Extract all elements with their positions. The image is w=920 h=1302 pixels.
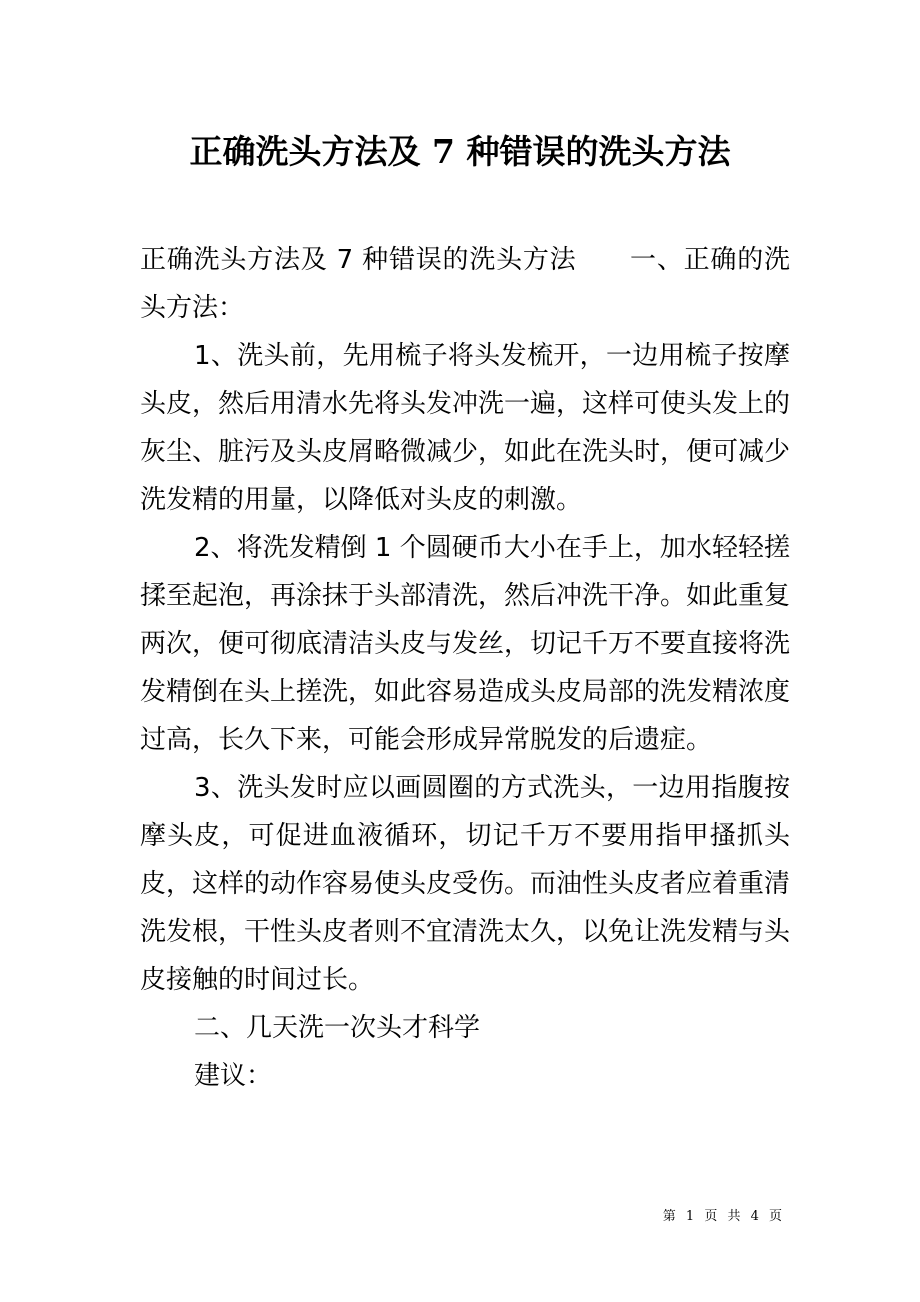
suggestion-label: 建议：: [194, 1061, 273, 1091]
step-3-paragraph: 3、洗头发时应以画圆圈的方式洗头，一边用指腹按摩头皮，可促进血液循环，切记千万不要用指甲搔抓头皮，这样的动作容易使头皮受伤。而油性头皮者应着重清洗发根，干性头皮者则不宜清洗太久，以免让洗发精与头皮接触的时间过长。: [140, 773, 791, 995]
step-2-paragraph: 2、将洗发精倒 1 个圆硬币大小在手上，加水轻轻搓揉至起泡，再涂抹于头部清洗，然后冲洗干净。如此重复两次，便可彻底清洁头皮与发丝，切记千万不要直接将洗发精倒在头上搓洗，如此容易造成头皮局部的洗发精浓度过高，长久下来，可能会形成异常脱发的后遗症。: [140, 533, 791, 755]
document-body: [140, 236, 790, 1100]
page-number-footer: 第 1 页 共 4 页: [662, 1209, 782, 1224]
intro-paragraph: 正确洗头方法及 7 种错误的洗头方法 一、正确的洗头方法：: [140, 245, 790, 323]
document-title: 正确洗头方法及 7 种错误的洗头方法: [189, 132, 731, 171]
section-2-heading: 二、几天洗一次头才科学: [194, 1013, 481, 1043]
step-1-paragraph: 1、洗头前，先用梳子将头发梳开，一边用梳子按摩头皮，然后用清水先将头发冲洗一遍，这样可使头发上的灰尘、脏污及头皮屑略微减少，如此在洗头时，便可减少洗发精的用量，以降低对头皮的刺激。: [140, 341, 791, 515]
